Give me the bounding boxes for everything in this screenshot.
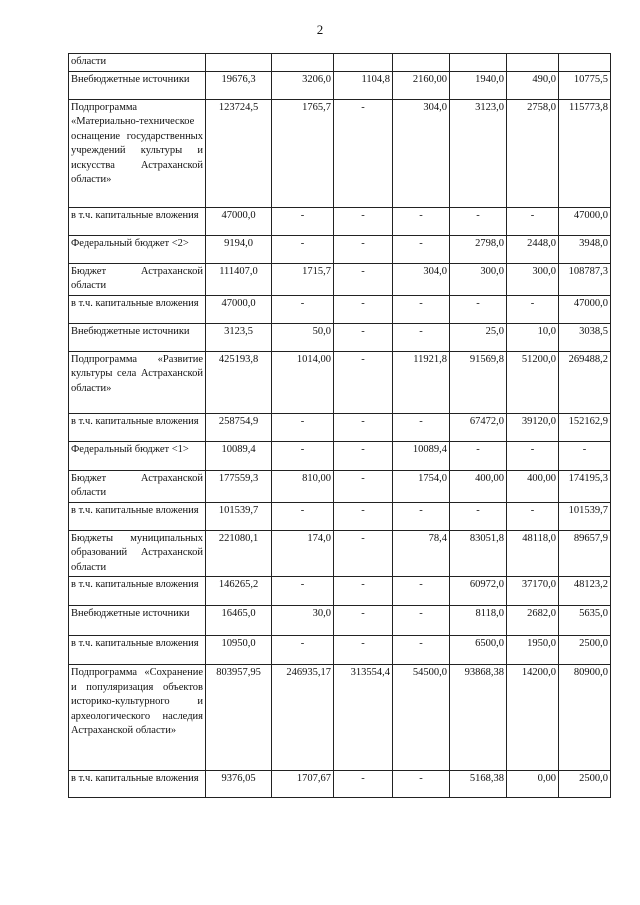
value-cell: - [272,502,334,530]
value-cell: 19676,3 [206,71,272,99]
value-cell: 400,00 [450,470,507,502]
value-cell: 258754,9 [206,413,272,441]
value-cell: 2500,0 [559,771,611,798]
value-cell: - [393,413,450,441]
value-cell: 91569,8 [450,351,507,413]
table-row [69,413,611,441]
value-cell: 3123,0 [450,99,507,207]
value-cell: 5635,0 [559,606,611,636]
table-row [69,207,611,235]
value-cell: 2682,0 [507,606,559,636]
value-cell: 803957,95 [206,665,272,771]
value-cell: 47000,0 [206,207,272,235]
value-cell: - [272,235,334,263]
value-cell: - [272,577,334,606]
value-cell: 304,0 [393,263,450,295]
row-label: в т.ч. капитальные вложения [69,207,206,235]
table-row [69,636,611,665]
row-label: Внебюджетные источники [69,71,206,99]
value-cell: 6500,0 [450,636,507,665]
value-cell: 101539,7 [206,502,272,530]
row-label: Бюджеты муниципальных образований Астраханской области [69,530,206,577]
value-cell: 1765,7 [272,99,334,207]
value-cell: 10775,5 [559,71,611,99]
value-cell: 3206,0 [272,71,334,99]
value-cell: 1104,8 [334,71,393,99]
row-label: Внебюджетные источники [69,606,206,636]
value-cell: 9376,05 [206,771,272,798]
table-row [69,441,611,470]
value-cell: 111407,0 [206,263,272,295]
value-cell: 2160,00 [393,71,450,99]
value-cell: - [272,441,334,470]
value-cell: 1715,7 [272,263,334,295]
row-label: в т.ч. капитальные вложения [69,577,206,606]
value-cell [559,54,611,72]
value-cell: 152162,9 [559,413,611,441]
value-cell: 123724,5 [206,99,272,207]
row-label: Федеральный бюджет <1> [69,441,206,470]
table-row [69,606,611,636]
value-cell: - [334,441,393,470]
value-cell: - [393,323,450,351]
value-cell: 174,0 [272,530,334,577]
value-cell: - [272,413,334,441]
row-label: Подпрограмма «Материально-техническое оснащение государственных учреждений культуры и искусства Астраханской области» [69,99,206,207]
table-row [69,530,611,577]
value-cell: 51200,0 [507,351,559,413]
value-cell: 14200,0 [507,665,559,771]
value-cell: 1950,0 [507,636,559,665]
value-cell: - [334,207,393,235]
value-cell: 60972,0 [450,577,507,606]
table-row [69,99,611,207]
value-cell: 83051,8 [450,530,507,577]
value-cell: 37170,0 [507,577,559,606]
value-cell: - [334,636,393,665]
value-cell: 39120,0 [507,413,559,441]
value-cell: 1707,67 [272,771,334,798]
table-row [69,470,611,502]
value-cell: 10,0 [507,323,559,351]
value-cell: - [507,207,559,235]
value-cell: 30,0 [272,606,334,636]
value-cell: - [507,441,559,470]
value-cell: - [334,323,393,351]
value-cell: - [334,502,393,530]
value-cell: 11921,8 [393,351,450,413]
value-cell: - [272,295,334,323]
table-row [69,295,611,323]
value-cell: 67472,0 [450,413,507,441]
value-cell: - [393,235,450,263]
value-cell: - [334,413,393,441]
row-label: в т.ч. капитальные вложения [69,771,206,798]
value-cell: - [507,295,559,323]
row-label: в т.ч. капитальные вложения [69,502,206,530]
value-cell: 3123,5 [206,323,272,351]
table-row [69,323,611,351]
row-label: в т.ч. капитальные вложения [69,295,206,323]
value-cell: 2500,0 [559,636,611,665]
value-cell: - [450,207,507,235]
value-cell: 2758,0 [507,99,559,207]
row-label: Бюджет Астраханской области [69,263,206,295]
value-cell: - [450,502,507,530]
value-cell: 1940,0 [450,71,507,99]
row-label: Подпрограмма «Сохранение и популяризация объектов историко-культурного и археологического наследия Астраханской области» [69,665,206,771]
value-cell [450,54,507,72]
value-cell [393,54,450,72]
value-cell: 3038,5 [559,323,611,351]
value-cell: - [393,636,450,665]
value-cell: 1754,0 [393,470,450,502]
value-cell [334,54,393,72]
value-cell: 48123,2 [559,577,611,606]
value-cell: - [334,771,393,798]
value-cell: - [507,502,559,530]
value-cell: 300,0 [450,263,507,295]
value-cell: - [334,530,393,577]
value-cell [206,54,272,72]
value-cell: 101539,7 [559,502,611,530]
table-row [69,54,611,72]
value-cell: 93868,38 [450,665,507,771]
value-cell: - [393,502,450,530]
value-cell: 47000,0 [206,295,272,323]
value-cell: 5168,38 [450,771,507,798]
value-cell: 47000,0 [559,207,611,235]
value-cell: 2798,0 [450,235,507,263]
table-row [69,351,611,413]
row-label: Подпрограмма «Развитие культуры села Астраханской области» [69,351,206,413]
value-cell: 10089,4 [206,441,272,470]
value-cell: - [559,441,611,470]
value-cell: - [393,771,450,798]
row-label: Внебюджетные источники [69,323,206,351]
value-cell: - [334,606,393,636]
value-cell: - [393,295,450,323]
value-cell: 425193,8 [206,351,272,413]
value-cell: 8118,0 [450,606,507,636]
value-cell: 146265,2 [206,577,272,606]
value-cell: - [393,207,450,235]
value-cell [507,54,559,72]
value-cell: 221080,1 [206,530,272,577]
table-row [69,263,611,295]
table-row [69,502,611,530]
value-cell: 16465,0 [206,606,272,636]
value-cell [272,54,334,72]
value-cell: 48118,0 [507,530,559,577]
value-cell: 10089,4 [393,441,450,470]
funding-table-body [69,54,611,798]
value-cell: 304,0 [393,99,450,207]
value-cell: 80900,0 [559,665,611,771]
value-cell: 300,0 [507,263,559,295]
value-cell: - [334,263,393,295]
value-cell: - [272,207,334,235]
row-label: в т.ч. капитальные вложения [69,636,206,665]
table-row [69,771,611,798]
value-cell: - [393,606,450,636]
page-number: 2 [316,22,324,37]
value-cell: 54500,0 [393,665,450,771]
value-cell: 3948,0 [559,235,611,263]
value-cell: 25,0 [450,323,507,351]
value-cell: - [334,577,393,606]
value-cell: 2448,0 [507,235,559,263]
value-cell: 400,00 [507,470,559,502]
value-cell: 10950,0 [206,636,272,665]
value-cell: 0,00 [507,771,559,798]
value-cell: 246935,17 [272,665,334,771]
value-cell: 9194,0 [206,235,272,263]
value-cell: 313554,4 [334,665,393,771]
value-cell: 89657,9 [559,530,611,577]
value-cell: 115773,8 [559,99,611,207]
row-label: в т.ч. капитальные вложения [69,413,206,441]
value-cell: - [450,295,507,323]
value-cell: - [334,99,393,207]
value-cell: 177559,3 [206,470,272,502]
value-cell: 47000,0 [559,295,611,323]
value-cell: 78,4 [393,530,450,577]
value-cell: - [334,470,393,502]
value-cell: 50,0 [272,323,334,351]
table-row [69,665,611,771]
row-label: Федеральный бюджет <2> [69,235,206,263]
table-row [69,235,611,263]
row-label: Бюджет Астраханской области [69,470,206,502]
value-cell: 108787,3 [559,263,611,295]
table-row [69,71,611,99]
value-cell: - [334,295,393,323]
row-label: области [69,54,206,72]
value-cell: - [334,235,393,263]
funding-table [68,53,611,798]
value-cell: - [334,351,393,413]
value-cell: 490,0 [507,71,559,99]
value-cell: 174195,3 [559,470,611,502]
value-cell: - [450,441,507,470]
table-row [69,577,611,606]
value-cell: 810,00 [272,470,334,502]
value-cell: 269488,2 [559,351,611,413]
value-cell: - [393,577,450,606]
value-cell: 1014,00 [272,351,334,413]
value-cell: - [272,636,334,665]
